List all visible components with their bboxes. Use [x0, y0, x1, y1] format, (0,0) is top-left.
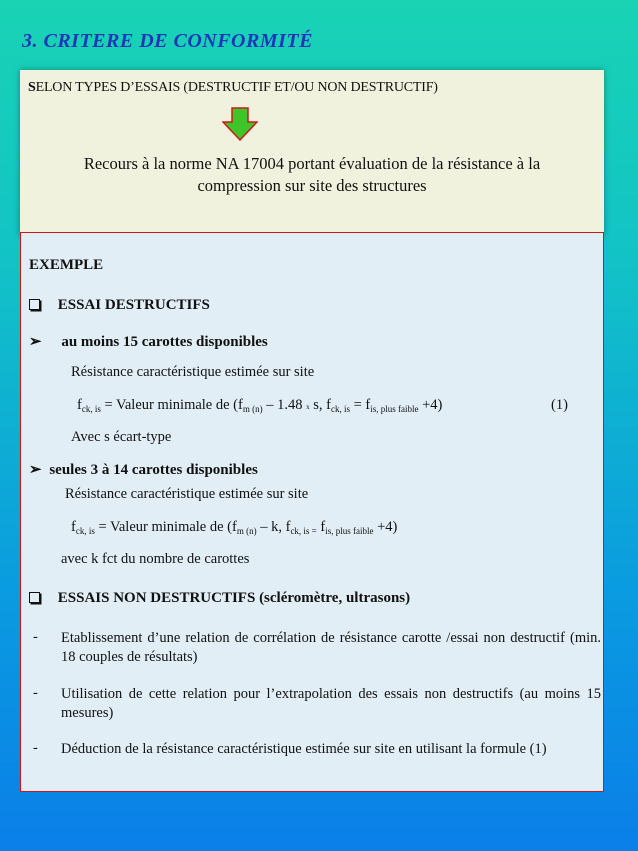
formula-text: – 1.48 — [262, 397, 307, 413]
formula-subscript: is, plus faible — [370, 404, 419, 414]
formula-text: = Valeur minimale de (f — [100, 397, 243, 413]
formula-reference: (1) — [551, 397, 568, 413]
slide-title: 3. CRITERE DE CONFORMITÉ — [22, 30, 313, 52]
list-item: Déduction de la résistance caractéristique estimée sur site en utilisant la formule (1) — [61, 741, 547, 757]
formula-text: +4) — [418, 397, 443, 413]
down-arrow-icon — [222, 107, 258, 141]
formula-text: s, f — [309, 397, 331, 413]
list-dash: - — [33, 629, 38, 645]
case1-line3: Avec s écart-type — [71, 429, 172, 445]
formula-text: = Valeur minimale de (f — [94, 519, 237, 535]
destructive-heading — [29, 297, 210, 314]
formula-subscript: ck, is = — [290, 526, 317, 536]
norm-reference-line2: compression sur site des structures — [197, 176, 427, 195]
intro-panel — [20, 70, 604, 236]
checkbox-square-icon — [29, 592, 40, 603]
intro-heading — [28, 80, 438, 96]
arrow-bullet-icon: ➢ — [29, 334, 42, 350]
formula-subscript: ck, is — [75, 526, 95, 536]
case2-line3: avec k fct du nombre de carottes — [61, 551, 250, 567]
case2-formula — [71, 519, 397, 536]
formula-subscript: m (n) — [236, 526, 257, 536]
case1-line1: Résistance caractéristique estimée sur site — [71, 364, 315, 380]
formula-multiply: x — [306, 403, 310, 411]
formula-subscript: m (n) — [242, 404, 263, 414]
case2-line1: Résistance caractéristique estimée sur site — [65, 486, 309, 502]
norm-reference — [30, 153, 594, 197]
arrow-bullet-icon: ➢ — [29, 462, 42, 478]
example-panel — [20, 232, 604, 792]
list-dash: - — [33, 740, 38, 756]
case1-heading — [29, 332, 268, 351]
list-item: Etablissement d’une relation de corrélation de résistance carotte /essai non destructif (min. 18 couples de résultats) — [61, 630, 601, 665]
formula-subscript: is, plus faible — [325, 526, 374, 536]
example-heading: EXEMPLE — [29, 257, 104, 273]
case2-heading — [29, 460, 258, 479]
formula-subscript: ck, is — [330, 404, 350, 414]
list-item: Utilisation de cette relation pour l’extrapolation des essais non destructifs (au moins 15 mesures) — [61, 686, 601, 721]
formula-text: – k, f — [256, 519, 291, 535]
formula-text: +4) — [373, 519, 398, 535]
checkbox-square-icon — [29, 299, 40, 310]
nondestructive-heading-text: ESSAIS NON DESTRUCTIFS (scléromètre, ultrasons) — [57, 590, 411, 606]
case2-label: seules 3 à 14 carottes disponibles — [49, 462, 258, 478]
formula-text: = f — [349, 397, 371, 413]
nondestructive-heading — [29, 590, 410, 607]
intro-heading-initial: S — [28, 80, 36, 95]
destructive-heading-text: ESSAI DESTRUCTIFS — [57, 297, 210, 313]
formula-text: f — [316, 519, 326, 535]
intro-heading-text: ELON TYPES D’ESSAIS (DESTRUCTIF ET/OU NON DESTRUCTIF) — [35, 80, 438, 95]
formula-symbol: f — [77, 397, 82, 413]
norm-reference-line1: Recours à la norme NA 17004 portant évaluation de la résistance à la — [83, 154, 541, 173]
formula-symbol: f — [71, 519, 76, 535]
case1-formula — [77, 397, 442, 414]
formula-subscript: ck, is — [81, 404, 101, 414]
case1-label: au moins 15 carottes disponibles — [61, 334, 268, 350]
list-dash: - — [33, 685, 38, 701]
